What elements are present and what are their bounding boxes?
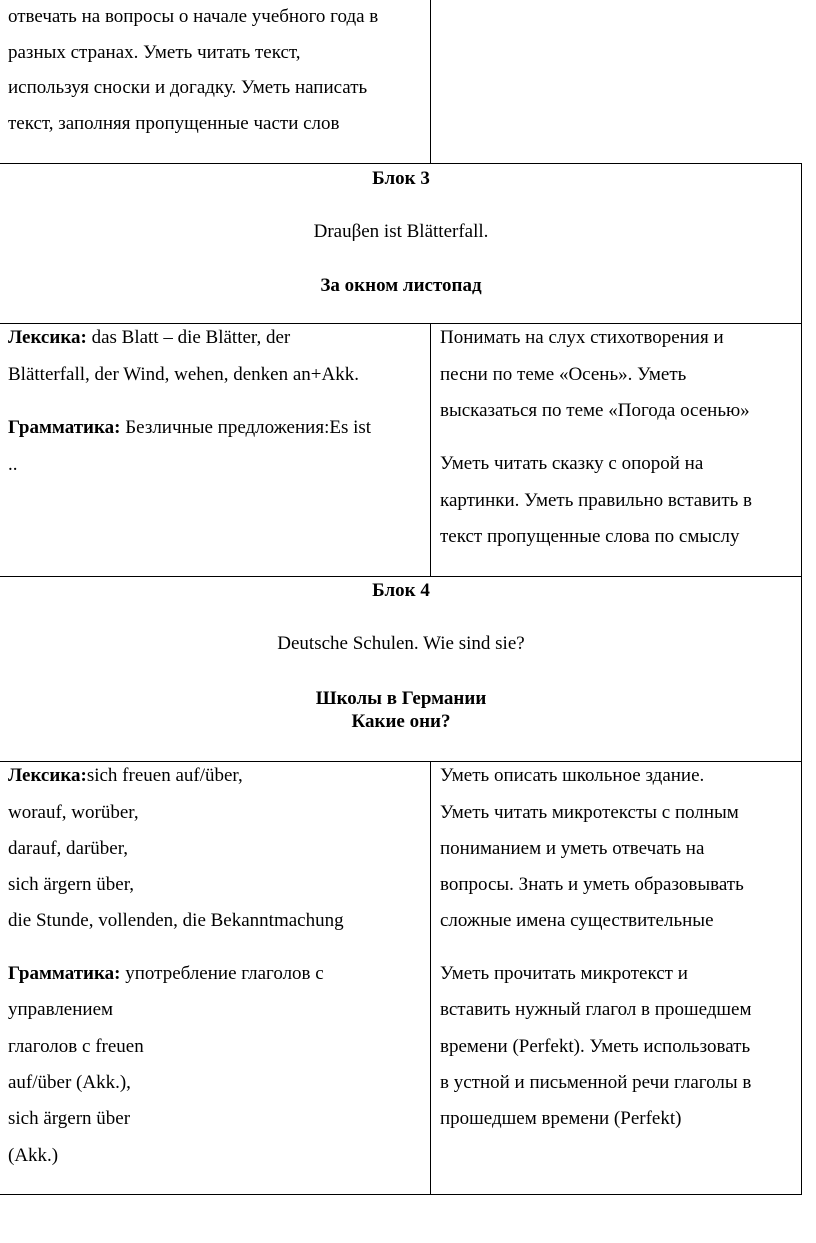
block4-skill-line: вопросы. Знать и уметь образовывать [440, 874, 744, 895]
block3-german-title: Drauβen ist Blätterfall. [313, 221, 489, 242]
lexicon-text: das Blatt – die Blätter, der [86, 327, 291, 348]
block4-lexicon-line: worauf, worüber, [8, 802, 139, 823]
text-line: разных странах. Уметь читать текст, [8, 42, 301, 63]
block4-skill-line: пониманием и уметь отвечать на [440, 838, 705, 859]
block4-divider [430, 761, 431, 1195]
block3-grammar-line: .. [8, 454, 18, 475]
table-line [0, 576, 802, 577]
text-line: отвечать на вопросы о начале учебного года в [8, 6, 379, 27]
table-line [0, 761, 802, 762]
lexicon-label: Лексика: [8, 765, 87, 786]
grammar-text: употребление глаголов с [120, 963, 324, 984]
lexicon-text: sich freuen auf/über, [86, 765, 243, 786]
text-line: текст, заполняя пропущенные части слов [8, 113, 340, 134]
block3-lexicon-line: Blätterfall, der Wind, wehen, denken an+Akk. [8, 364, 359, 385]
block4-grammar-line: управлением [8, 999, 114, 1020]
block4-russian-title: Какие они? [351, 711, 451, 732]
block4-skill-line: Уметь описать школьное здание. [440, 765, 705, 786]
block3-skill-line: текст пропущенные слова по смыслу [440, 526, 740, 547]
block3-grammar-line [8, 417, 371, 439]
block3-divider [430, 323, 431, 576]
block3-skill-line: Уметь читать сказку с опорой на [440, 453, 704, 474]
block4-skill-line: вставить нужный глагол в прошедшем [440, 999, 752, 1020]
block4-skill-line: Уметь читать микротексты с полным [440, 802, 739, 823]
table-line [0, 163, 802, 164]
block3-heading: Блок 3 [372, 168, 430, 189]
block4-skill-line: в устной и письменной речи глаголы в [440, 1072, 752, 1093]
block4-skill-line: прошедшем времени (Perfekt) [440, 1108, 682, 1129]
block3-skill-line: песни по теме «Осень». Уметь [440, 364, 687, 385]
lexicon-label: Лексика: [8, 327, 87, 348]
block4-skill-line: сложные имена существительные [440, 910, 714, 931]
block4-lexicon-line [8, 765, 243, 787]
block4-skill-line: Уметь прочитать микротекст и [440, 963, 688, 984]
top-row-divider [430, 0, 431, 163]
block4-lexicon-line: die Stunde, vollenden, die Bekanntmachung [8, 910, 344, 931]
table-line [0, 1194, 802, 1195]
block4-lexicon-line: sich ärgern über, [8, 874, 135, 895]
block4-grammar-line: (Akk.) [8, 1145, 59, 1166]
block4-grammar-line [8, 963, 324, 985]
block4-russian-title: Школы в Германии [315, 688, 487, 709]
block3-skill-line: Понимать на слух стихотворения и [440, 327, 724, 348]
block3-lexicon-line [8, 327, 290, 349]
text-line: используя сноски и догадку. Уметь написать [8, 77, 368, 98]
block3-skill-line: картинки. Уметь правильно вставить в [440, 490, 753, 511]
block3-russian-title: За окном листопад [320, 275, 482, 296]
block4-skill-line: времени (Perfekt). Уметь использовать [440, 1036, 751, 1057]
grammar-text: Безличные предложения:Es ist [120, 417, 372, 438]
grammar-label: Грамматика: [8, 417, 121, 438]
block4-grammar-line: sich ärgern über [8, 1108, 131, 1129]
block4-lexicon-line: darauf, darüber, [8, 838, 129, 859]
block3-skill-line: высказаться по теме «Погода осенью» [440, 400, 750, 421]
block4-heading: Блок 4 [372, 580, 430, 601]
block4-grammar-line: глаголов с freuen [8, 1036, 144, 1057]
table-right-border [801, 163, 802, 1195]
block4-german-title: Deutsche Schulen. Wie sind sie? [277, 633, 525, 654]
table-line [0, 323, 802, 324]
block4-grammar-line: auf/über (Akk.), [8, 1072, 131, 1093]
grammar-label: Грамматика: [8, 963, 121, 984]
